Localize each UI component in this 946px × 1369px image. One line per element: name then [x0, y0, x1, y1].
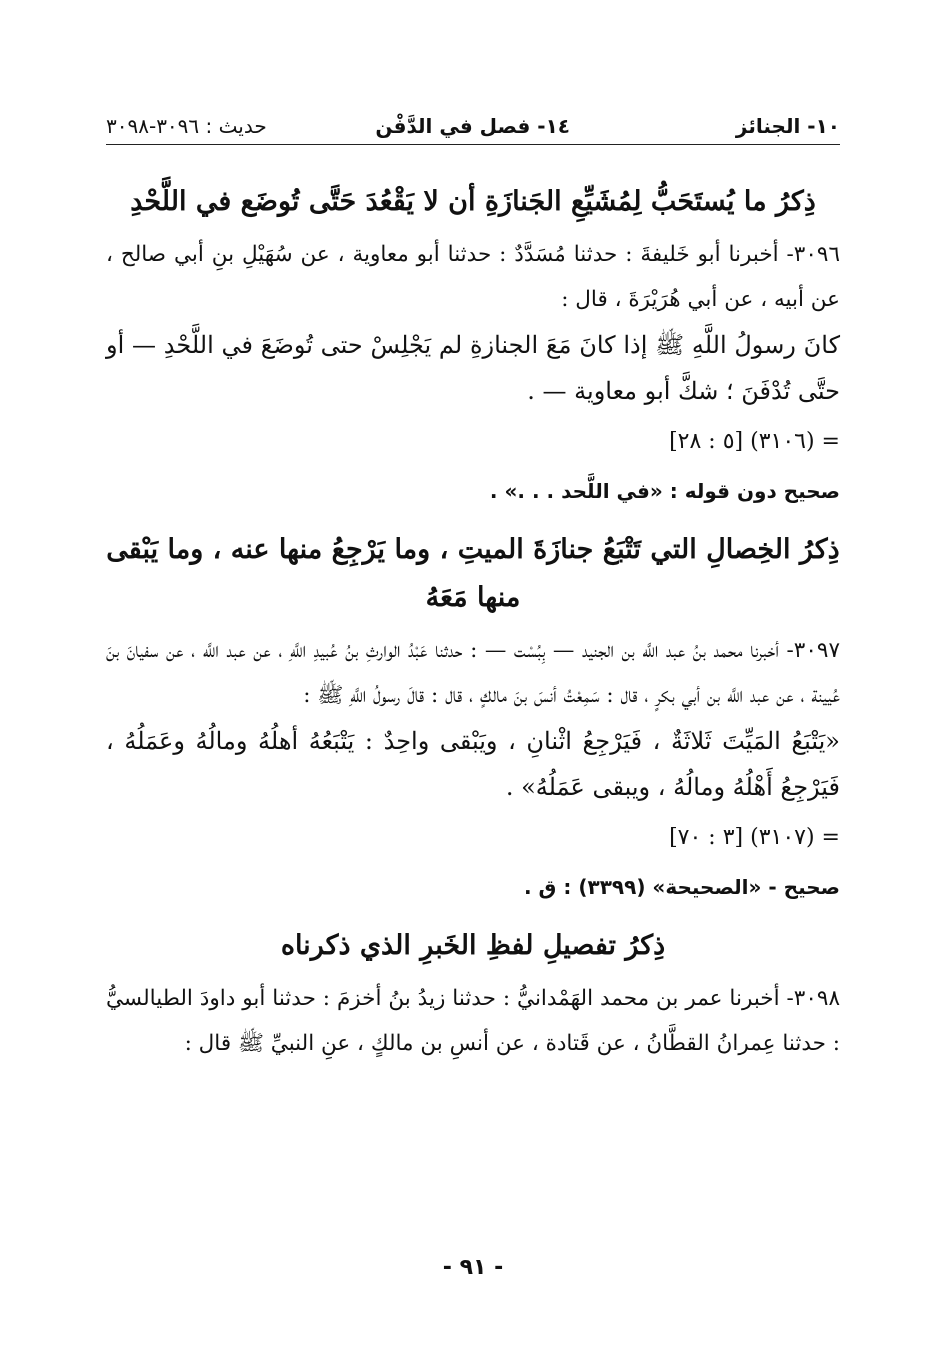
- hadith-number: ٣٠٩٧-: [786, 638, 840, 663]
- hadith-reference-3096: = (٣١٠٦) [٥ : ٢٨]: [669, 429, 840, 454]
- hadith-grade-3097: صحيح - «الصحيحة» (٣٣٩٩) : ق .: [523, 875, 840, 899]
- hadith-chain-3097: [106, 628, 840, 718]
- section-heading-3: ذِكرُ تفصيلِ لفظِ الخَبرِ الذي ذكرناه: [280, 930, 666, 961]
- isnad-text: أخبرنا أبو خَليفةَ : حدثنا مُسَدَّدٌ : حدثنا أبو معاوية ، عن سُهَيْلِ بنِ أبي صالح ، عن أبيه ، عن أبي هُرَيْرَةَ ، قال :: [106, 242, 840, 312]
- hadith-text-3097: «يَتْبَعُ المَيِّتَ ثَلاثَةٌ ، فَيَرْجِعُ اثْنانِ ، ويَبْقى واحِدٌ : يَتْبَعُهُ أهلُهُ ومالُهُ وعَمَلُهُ ، فَيَرْجِعُ أَهْلُهُ ومالُهُ ، ويبقى عَمَلُهُ» .: [106, 727, 840, 801]
- isnad-text: أخبرنا عمر بن محمد الهَمْدانيُّ : حدثنا زيدُ بنُ أخزمَ : حدثنا أبو داودَ الطيالسيُّ : حدثنا عِمرانُ القطَّانُ ، عن قَتادة ، عن أنسِ بن مالكٍ ، عنِ النبيِّ ﷺ قال :: [106, 986, 840, 1056]
- isnad-text: أخبرنا محمد بنُ عبد اللَّه بن الجنيد — بِبُسْت — : حدثنا عَبْدُ الوارثِ بنُ عُبيدِ اللَّهِ ، عن عبد اللَّه ، عن سفيانَ بنَ عُيينة ، عن عبد اللَّه بن أبي بكرٍ ، قال : سَمِعْتُ أنسَ بنَ مالكٍ ، قال : قالَ رسولُ اللَّهِ ﷺ :: [106, 638, 840, 708]
- hadith-text-3096: كانَ رسولُ اللَّهِ ﷺ إذا كانَ مَعَ الجنازةِ لم يَجْلِسْ حتى تُوضَعَ في اللَّحْدِ — أو حتَّى تُدْفَنَ ؛ شكَّ أبو معاوية — .: [106, 331, 840, 405]
- hadith-reference-3097: = (٣١٠٧) [٣ : ٧٠]: [669, 825, 840, 850]
- header-book-title: ١٠- الجنائز: [735, 114, 840, 138]
- hadith-grade-3096: صحيح دون قوله : «في اللَّحد . . .» .: [489, 479, 840, 503]
- hadith-chain-3098: [106, 976, 840, 1066]
- hadith-number: ٣٠٩٦-: [786, 242, 840, 267]
- hadith-number: ٣٠٩٨-: [786, 986, 840, 1011]
- header-hadith-range: حديث : ٣٠٩٦-٣٠٩٨: [106, 114, 267, 138]
- hadith-chain-3096: [106, 232, 840, 322]
- running-header: [106, 108, 840, 145]
- page-body: [106, 178, 840, 1066]
- section-heading-1: ذِكرُ ما يُستَحَبُّ لِمُشَيِّعِ الجَنازَةِ أن لا يَقْعُدَ حَتَّى تُوضَع في اللَّحْدِ: [130, 186, 816, 217]
- page-number: - ٩١ -: [442, 1255, 504, 1280]
- header-chapter-title: ١٤- فصل في الدَّفْن: [375, 114, 570, 138]
- section-heading-2: ذِكرُ الخِصالِ التي تَتْبَعُ جنازَةَ الميتِ ، وما يَرْجِعُ منها عنه ، وما يَبْقى منها مَعَهُ: [106, 534, 840, 613]
